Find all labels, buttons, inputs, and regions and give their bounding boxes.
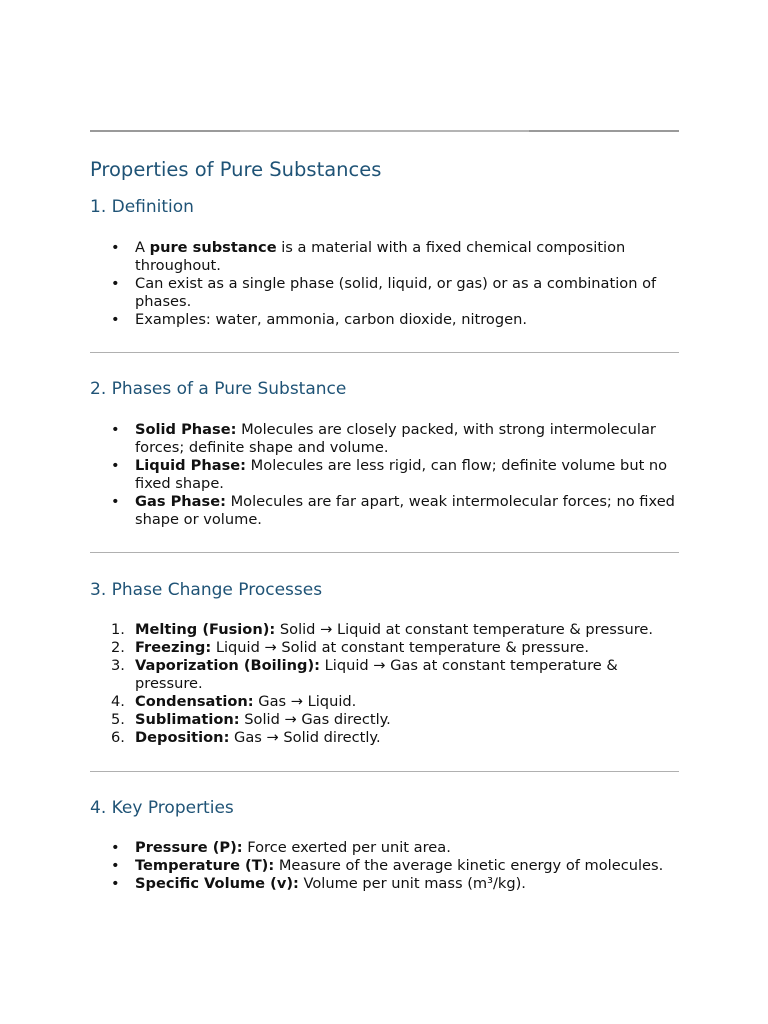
bullet-icon: • <box>111 421 120 438</box>
list-item: 3. Vaporization (Boiling): Liquid → Gas at constant temperature & pressure. <box>111 657 618 692</box>
bullet-icon: • <box>111 275 120 292</box>
section-phases <box>90 379 679 529</box>
bullet-icon: • <box>111 857 120 874</box>
list-number: 2. <box>111 639 125 656</box>
section-divider <box>90 352 679 353</box>
list-item: 2. Freezing: Liquid → Solid at constant temperature & pressure. <box>111 639 590 656</box>
list-item: • A pure substance is a material with a fixed chemical composition throughout. <box>111 239 626 274</box>
bullet-icon: • <box>111 493 120 510</box>
list-number: 3. <box>111 657 125 674</box>
section-divider <box>90 552 679 553</box>
section-heading: 1. Definition <box>90 197 194 217</box>
section-heading: 2. Phases of a Pure Substance <box>90 379 347 399</box>
list-item: 1. Melting (Fusion): Solid → Liquid at constant temperature & pressure. <box>111 621 654 638</box>
bullet-icon: • <box>111 839 120 856</box>
bullet-icon: • <box>111 239 120 256</box>
bullet-list <box>90 839 679 893</box>
list-item: 5. Sublimation: Solid → Gas directly. <box>111 711 391 728</box>
section-definition <box>90 197 679 329</box>
list-item: • Gas Phase: Molecules are far apart, weak intermolecular forces; no fixed shape or volume. <box>111 493 675 528</box>
section-phase-change <box>90 580 679 747</box>
numbered-list <box>90 621 679 747</box>
section-heading: 4. Key Properties <box>90 798 234 818</box>
bullet-icon: • <box>111 875 120 892</box>
list-item: • Can exist as a single phase (solid, liquid, or gas) or as a combination of phases. <box>111 275 657 310</box>
list-item: • Temperature (T): Measure of the average kinetic energy of molecules. <box>111 857 664 874</box>
list-number: 1. <box>111 621 125 638</box>
list-item: • Specific Volume (v): Volume per unit mass (m³/kg). <box>111 875 526 892</box>
section-key-properties <box>90 798 679 893</box>
list-item: • Pressure (P): Force exerted per unit area. <box>111 839 451 856</box>
page-title: Properties of Pure Substances <box>90 158 382 181</box>
section-divider <box>90 771 679 772</box>
list-number: 6. <box>111 729 125 746</box>
list-item: 4. Condensation: Gas → Liquid. <box>111 693 357 710</box>
bullet-icon: • <box>111 457 120 474</box>
bullet-list <box>90 421 679 529</box>
section-heading: 3. Phase Change Processes <box>90 580 323 600</box>
list-item: • Liquid Phase: Molecules are less rigid, can flow; definite volume but no fixed shape. <box>111 457 668 492</box>
list-item: • Solid Phase: Molecules are closely packed, with strong intermolecular forces; definite shape and volume. <box>111 421 656 456</box>
list-item: • Examples: water, ammonia, carbon dioxide, nitrogen. <box>111 311 527 328</box>
bullet-icon: • <box>111 311 120 328</box>
list-item: 6. Deposition: Gas → Solid directly. <box>111 729 381 746</box>
top-divider <box>90 130 679 132</box>
list-number: 4. <box>111 693 125 710</box>
bullet-list <box>90 239 679 329</box>
list-number: 5. <box>111 711 125 728</box>
